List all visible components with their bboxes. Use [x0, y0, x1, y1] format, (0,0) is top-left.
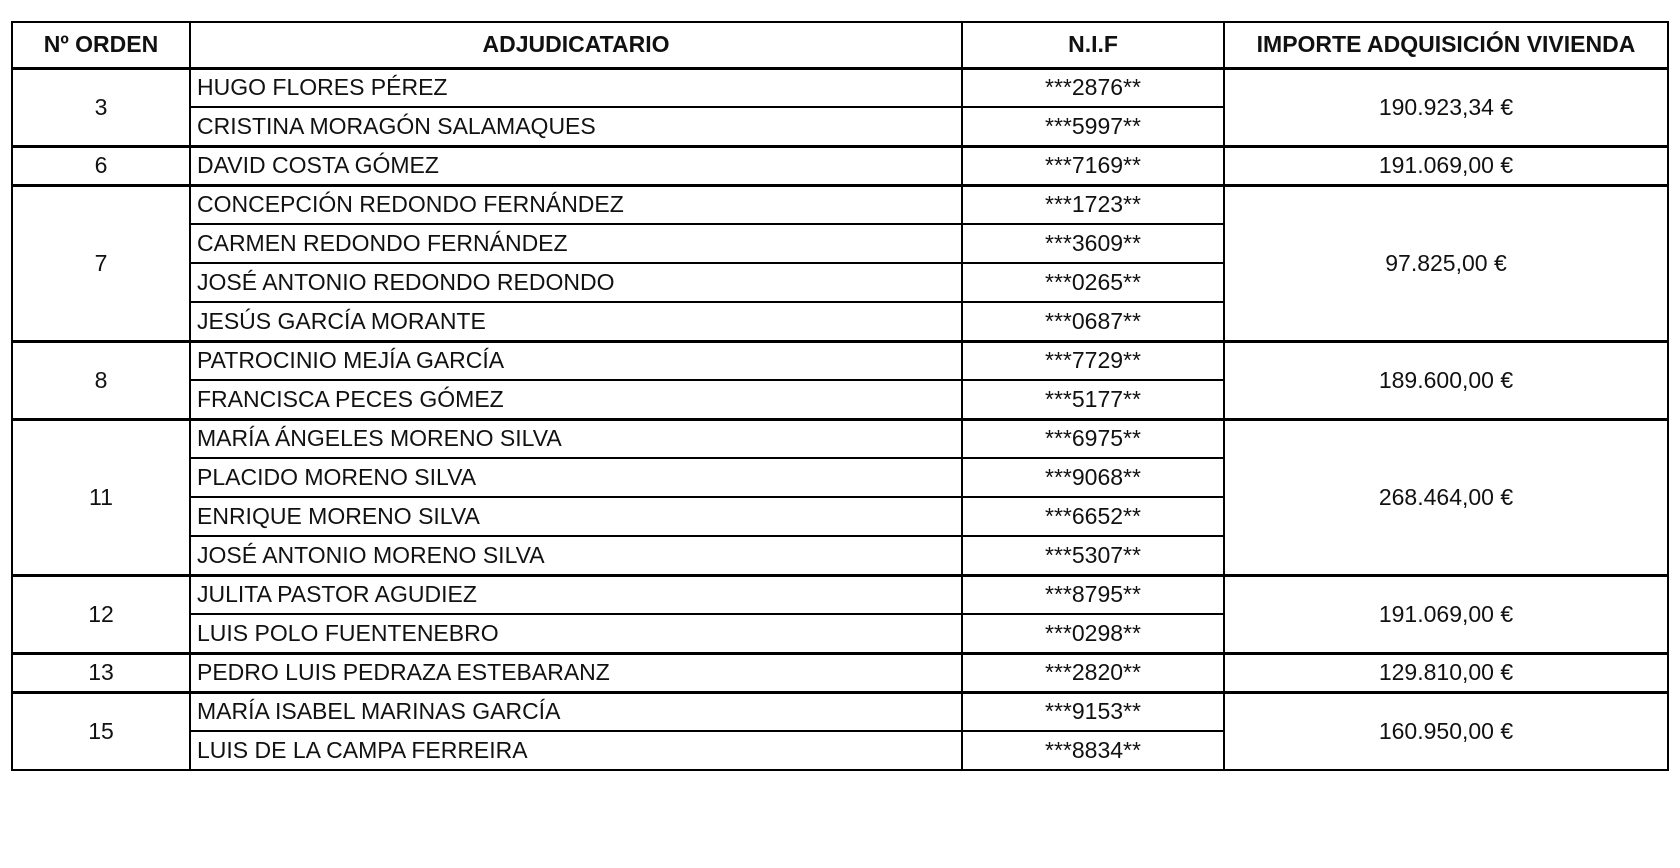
table-row	[12, 68, 1668, 107]
nif-cell: ***0265**	[962, 263, 1224, 302]
adjudicatario-cell: JOSÉ ANTONIO REDONDO REDONDO	[190, 263, 962, 302]
table-row	[12, 341, 1668, 380]
header-nif: N.I.F	[962, 22, 1224, 68]
nif-cell: ***3609**	[962, 224, 1224, 263]
adjudicatario-cell: CONCEPCIÓN REDONDO FERNÁNDEZ	[190, 185, 962, 224]
nif-cell: ***6975**	[962, 419, 1224, 458]
adjudicatario-cell: JOSÉ ANTONIO MORENO SILVA	[190, 536, 962, 575]
nif-cell: ***5177**	[962, 380, 1224, 419]
adjudicatario-cell: HUGO FLORES PÉREZ	[190, 68, 962, 107]
header-importe: IMPORTE ADQUISICIÓN VIVIENDA	[1224, 22, 1668, 68]
adjudicatario-cell: MARÍA ISABEL MARINAS GARCÍA	[190, 692, 962, 731]
orden-cell: 13	[12, 653, 190, 692]
importe-cell: 190.923,34 €	[1224, 68, 1668, 146]
table-header	[12, 22, 1668, 68]
orden-cell: 7	[12, 185, 190, 341]
adjudicatario-cell: JULITA PASTOR AGUDIEZ	[190, 575, 962, 614]
importe-cell: 191.069,00 €	[1224, 575, 1668, 653]
nif-cell: ***0687**	[962, 302, 1224, 341]
orden-cell: 8	[12, 341, 190, 419]
orden-cell: 3	[12, 68, 190, 146]
importe-cell: 189.600,00 €	[1224, 341, 1668, 419]
table-row	[12, 692, 1668, 731]
nif-cell: ***9153**	[962, 692, 1224, 731]
importe-cell: 268.464,00 €	[1224, 419, 1668, 575]
orden-cell: 15	[12, 692, 190, 770]
importe-cell: 160.950,00 €	[1224, 692, 1668, 770]
adjudicatario-cell: PATROCINIO MEJÍA GARCÍA	[190, 341, 962, 380]
adjudicatario-cell: FRANCISCA PECES GÓMEZ	[190, 380, 962, 419]
orden-cell: 11	[12, 419, 190, 575]
adjudicatario-cell: JESÚS GARCÍA MORANTE	[190, 302, 962, 341]
table-row	[12, 419, 1668, 458]
adjudicatarios-table	[11, 21, 1669, 771]
table-row	[12, 185, 1668, 224]
table-row	[12, 653, 1668, 692]
adjudicatario-cell: LUIS POLO FUENTENEBRO	[190, 614, 962, 653]
nif-cell: ***2876**	[962, 68, 1224, 107]
adjudicatario-cell: ENRIQUE MORENO SILVA	[190, 497, 962, 536]
table-row	[12, 575, 1668, 614]
nif-cell: ***7169**	[962, 146, 1224, 185]
orden-cell: 12	[12, 575, 190, 653]
adjudicatario-cell: LUIS DE LA CAMPA FERREIRA	[190, 731, 962, 770]
nif-cell: ***8795**	[962, 575, 1224, 614]
nif-cell: ***1723**	[962, 185, 1224, 224]
importe-cell: 129.810,00 €	[1224, 653, 1668, 692]
header-orden: Nº ORDEN	[12, 22, 190, 68]
nif-cell: ***6652**	[962, 497, 1224, 536]
adjudicatario-cell: DAVID COSTA GÓMEZ	[190, 146, 962, 185]
adjudicatario-cell: PEDRO LUIS PEDRAZA ESTEBARANZ	[190, 653, 962, 692]
adjudicatario-cell: MARÍA ÁNGELES MORENO SILVA	[190, 419, 962, 458]
header-row	[12, 22, 1668, 68]
header-adjudicatario: ADJUDICATARIO	[190, 22, 962, 68]
importe-cell: 191.069,00 €	[1224, 146, 1668, 185]
importe-cell: 97.825,00 €	[1224, 185, 1668, 341]
adjudicatario-cell: CARMEN REDONDO FERNÁNDEZ	[190, 224, 962, 263]
nif-cell: ***9068**	[962, 458, 1224, 497]
nif-cell: ***0298**	[962, 614, 1224, 653]
nif-cell: ***5997**	[962, 107, 1224, 146]
table-body	[12, 68, 1668, 770]
nif-cell: ***5307**	[962, 536, 1224, 575]
adjudicatario-cell: PLACIDO MORENO SILVA	[190, 458, 962, 497]
orden-cell: 6	[12, 146, 190, 185]
nif-cell: ***8834**	[962, 731, 1224, 770]
nif-cell: ***2820**	[962, 653, 1224, 692]
nif-cell: ***7729**	[962, 341, 1224, 380]
table-row	[12, 146, 1668, 185]
adjudicatario-cell: CRISTINA MORAGÓN SALAMAQUES	[190, 107, 962, 146]
